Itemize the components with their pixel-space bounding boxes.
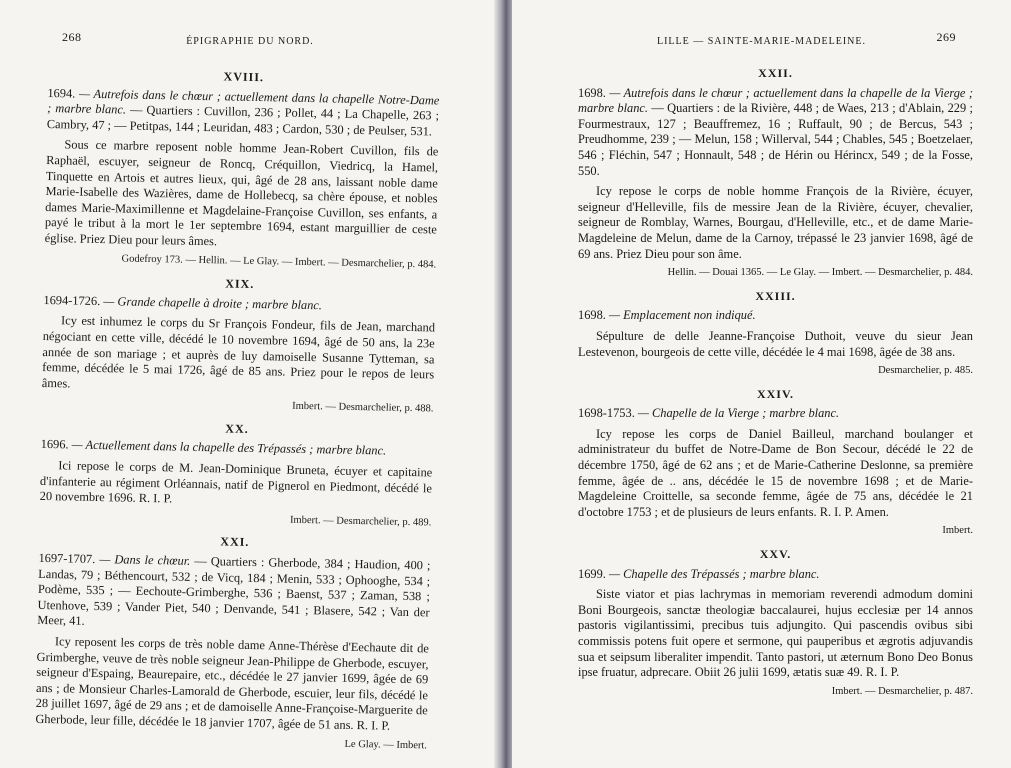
entry-heading: [47, 86, 440, 140]
entry-sources: Desmarchelier, p. 485.: [878, 365, 973, 377]
entry-text: Icy reposent les corps de très noble dame Anne-Thérèse d'Eechaute dit de Grimberghe, veuve de très noble seigneur Jean-Philippe de Gherbode, escuyer, seigneur d'Espaing, Beaurepaire, etc., décédée le 27 janvier 1699, âgée de 69 ans ; de Monsieur Charles-Lamorald de Gherbode, escuier, leur fils, décédé le 28 juillet 1697, âgé de 29 ans ; et de damoiselle Anne-Françoise-Marguerite de Gherbode, leur fille, décédée le 18 janvier 1707, âgée de 51 ans. R. I. P.: [35, 634, 429, 733]
entry-xxv: [578, 547, 973, 699]
entry-number: XXII.: [758, 66, 793, 80]
entry-date: 1697-1707.: [38, 550, 96, 567]
entry-date: 1698.: [578, 308, 606, 323]
entry-xviii: [44, 66, 440, 273]
entry-heading: [37, 551, 430, 636]
entry-number: XXIII.: [755, 288, 796, 303]
entry-location: — Chapelle des Trépassés ; marbre blanc.: [605, 566, 820, 581]
entry-heading: [578, 567, 973, 583]
left-page: [0, 0, 500, 768]
entry-location: — Actuellement dans la chapelle des Trépassés ; marbre blanc.: [68, 437, 387, 459]
entry-location: — Chapelle de la Vierge ; marbre blanc.: [634, 406, 840, 421]
entry-quarters: — Quartiers : Gherbode, 384 ; Haudion, 400 ; Landas, 79 ; Béthencourt, 532 ; de Vicq, 184 ; Menin, 533 ; Ophooghe, 534 ; Podème, 535 ; — Eechoute-Grimberghe, 536 ; Baenst, 537 ; Zaman, 538 ; Utenhove, 539 ; Vander Piet, 540 ; Denvande, 541 ; Blasere, 542 ; Van der Meer, 41.: [37, 553, 431, 629]
entry-number: XXIV.: [756, 386, 795, 401]
entry-sources: Hellin. — Douai 1365. — Le Glay. — Imbert. — Desmarchelier, p. 484.: [667, 267, 973, 279]
entry-heading: [43, 293, 435, 316]
entry-sources: Imbert.: [942, 525, 973, 537]
entry-heading: [578, 406, 973, 422]
entry-heading: [578, 86, 973, 180]
entry-quarters: — Quartiers : de la Rivière, 448 ; de Waes, 213 ; d'Ablain, 229 ; Fourmestraux, 127 ; Beauffremez, 16 ; Ruffault, 90 ; de Bercus, 543 ; Preudhomme, 239 ; — Melun, 158 ; Willerval, 544 ; Chables, 545 ; Boetzelaer, 546 ; Fléchin, 547 ; Honnault, 548 ; de Hérin ou Hérincx, 549 ; de la Fosse, 550.: [578, 101, 974, 178]
entry-location: — Dans le chœur.: [95, 552, 191, 568]
entry-location: — Emplacement non indiqué.: [605, 308, 756, 323]
entry-xxiii: [578, 289, 973, 379]
entry-number: XXV.: [759, 547, 792, 562]
entry-sources: Imbert. — Desmarchelier, p. 488.: [292, 401, 434, 415]
page-number: 269: [936, 30, 956, 44]
entry-sources: Godefroy 173. — Hellin. — Le Glay. — Imbert. — Desmarchelier, p. 484.: [121, 252, 437, 271]
left-page-header: [0, 30, 500, 50]
entry-date: 1698.: [578, 85, 606, 100]
entry-sources: Le Glay. — Imbert.: [344, 738, 428, 751]
entry-text: Sous ce marbre reposent noble homme Jean-Robert Cuvillon, fils de Raphaël, escuyer, seigneur de Roncq, Créquillon, Viedricq, la Hamel, Tinquette en Artois et autres lieux, qui, âgé de 28 ans, laissant noble dame Marie-Isabelle des Wazières, dame de Hollebecq, sa chère épouse, et nobles dames Marie-Maximillenne et Magdelaine-Françoise Cuvillon, ses enfants, a payé le tribut à la mort le 1er septembre 1694, estant marguillier de ceste église. Priez Dieu pour leurs âmes.: [44, 137, 439, 249]
running-head: LILLE — SAINTE-MARIE-MADELEINE.: [656, 36, 867, 47]
entry-number: XX.: [225, 421, 249, 436]
page-number: 268: [62, 30, 82, 44]
entry-heading: [578, 308, 973, 324]
entry-text: Ici repose le corps de M. Jean-Dominique Bruneta, écuyer et capitaine d'infanterie au régiment Orléannais, natif de Pignerol en Piedmont, décédé le 20 novembre 1696. R. I. P.: [39, 458, 433, 506]
left-page-content: [35, 64, 440, 762]
entry-date: 1694-1726.: [43, 292, 101, 308]
running-head: ÉPIGRAPHIE DU NORD.: [186, 36, 314, 47]
entry-heading: [41, 437, 433, 460]
entry-text: Icy repose le corps de noble homme François de la Rivière, écuyer, seigneur d'Helleville, fils de messire Jean de la Rivière, écuyer, chevalier, seigneur de Romblay, Warnes, Bourgau, d'Helleville, etc., et de dame Marie-Magdeleine de Melun, dame de la Carnoy, trépassé le 23 janvier 1698, âgé de 69 ans. Priez Dieu pour son âme.: [578, 184, 973, 261]
entry-xx: [39, 418, 433, 531]
entry-sources: Imbert. — Desmarchelier, p. 487.: [831, 685, 973, 697]
entry-xxi: [35, 531, 431, 753]
entry-quarters: — Quartiers : Cuvillon, 236 ; Pollet, 44 ; La Chapelle, 263 ; Cambry, 47 ; — Petitpas, 144 ; Leuridan, 483 ; Cardon, 530 ; de Peulser, 531.: [46, 102, 440, 139]
entry-date: 1698-1753.: [578, 406, 635, 421]
entry-date: 1694.: [47, 85, 76, 101]
entry-text: Icy repose les corps de Daniel Bailleul, marchand boulanger et administrateur du buffet de Notre-Dame de Bon Secour, décédé le 22 de décembre 1750, âgé de 62 ans ; et de Marie-Catherine Deslonne, sa première femme, âgée de .. ans, décédée le 15 de novembre 1698 ; et de Marie-Magdeleine Croittelle, sa seconde femme, âgée de 75 ans, décédée le 21 d'octobre 1753 ; et de plusieurs de leurs enfants. R. I. P. Amen.: [578, 426, 973, 519]
entry-text: Siste viator et pias lachrymas in memoriam reverendi admodum domini Boni Bourgeois, sanctæ theologiæ baccalaurei, hujus ecclesiæ per 14 annos pastoris vigilantissimi, precibus tuis adjungito. Qui pascendis ovibus sibi commissis potens fuit opere et sermone, qui pauperibus et ægrotis adjuvandis sua et seipsum liberaliter impendit. Tanto pastori, ut æternum Bono Deo Bonus ipse fruatur, adprecare. Obiit 26 julii 1699, ætatis suæ 49. R. I. P.: [578, 587, 973, 680]
entry-sources: Imbert. — Desmarchelier, p. 489.: [289, 514, 432, 529]
entry-location: — Autrefois dans le chœur ; actuellement dans la chapelle Notre-Dame ; marbre blanc.: [47, 86, 440, 117]
right-page: [512, 0, 1011, 768]
entry-xxii: [578, 66, 973, 281]
entry-number: XVIII.: [223, 69, 265, 85]
entry-date: 1696.: [40, 437, 69, 452]
entry-location: — Grande chapelle à droite ; marbre blanc.: [100, 293, 323, 313]
right-page-content: [578, 64, 973, 707]
entry-location: — Autrefois dans le chœur ; actuellement dans la chapelle de la Vierge ; marbre blanc.: [578, 85, 973, 116]
entry-number: XXI.: [220, 534, 250, 550]
entry-xxiv: [578, 387, 973, 539]
entry-text: Sépulture de delle Jeanne-Françoise Duthoit, veuve du sieur Jean Lestevenon, bourgeois de cette ville, décédée le 4 mai 1698, âgée de 38 ans.: [578, 328, 973, 359]
entry-number: XIX.: [225, 276, 255, 292]
entry-xix: [41, 273, 436, 417]
entry-text: Icy est inhumez le corps du Sr François Fondeur, fils de Jean, marchand négociant en cette ville, décédé le 10 novembre 1694, âgé de 50 ans, la 23e année de son mariage ; et auprès de luy damoiselle Susanne Tytteman, sa femme, décédée le 5 mai 1726, âgé de 85 ans. Priez pour le repos de leurs âmes.: [41, 313, 436, 391]
right-page-header: [512, 30, 1011, 50]
entry-date: 1699.: [578, 566, 606, 581]
